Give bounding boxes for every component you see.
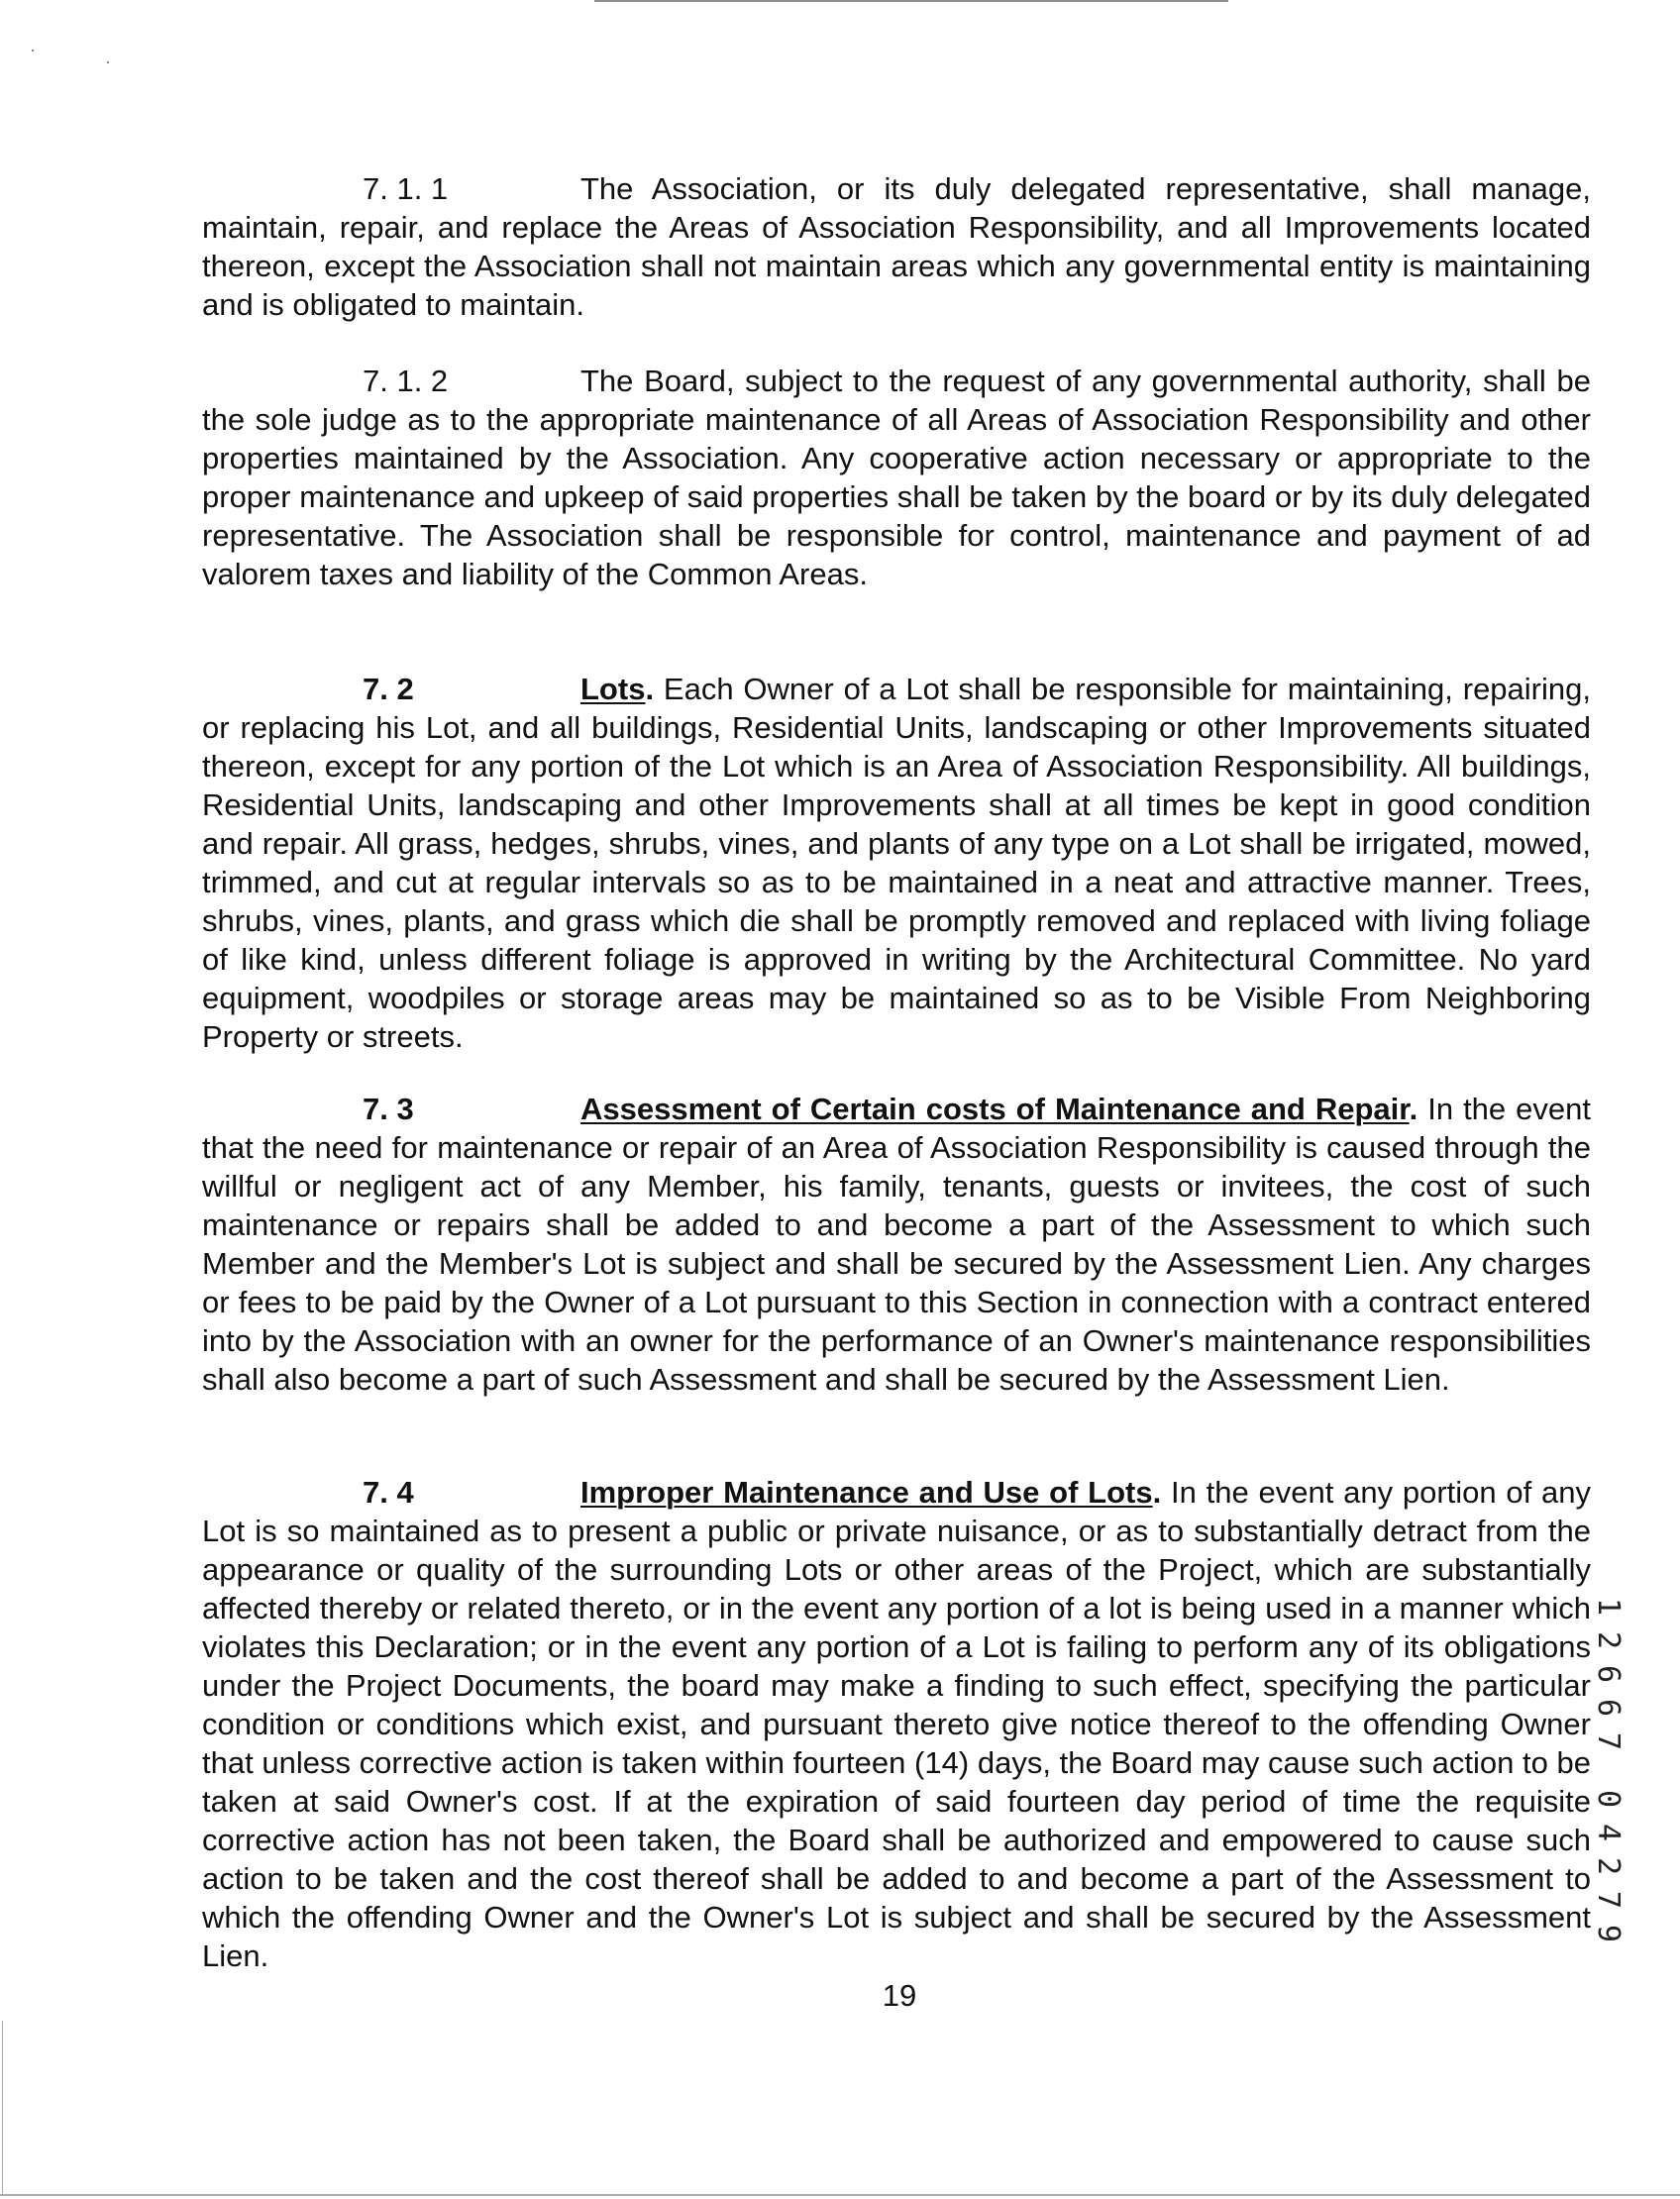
stamp-digit: 1 — [1591, 1597, 1626, 1617]
stamp-digit: 2 — [1591, 1856, 1626, 1876]
section-heading: Assessment of Certain costs of Maintenance and Repair — [580, 1092, 1410, 1126]
section-7-2: 7. 2 Lots. Each Owner of a Lot shall be responsible for maintaining, repairing, or replacing his Lot, and all buildings, Residential Units, landscaping or other Improvements situated thereon, except for any portion of the Lot which is an Area of Association Responsibility. All buildings, Residential Units, landscaping and other Improvements shall at all times be kept in good condition and repair. All grass, hedges, shrubs, vines, and plants of any type on a Lot shall be irrigated, mowed, trimmed, and cut at regular intervals so as to be maintained in a neat and attractive manner. Trees, shrubs, vines, plants, and grass which die shall be promptly removed and replaced with living foliage of like kind, unless different foliage is approved in writing by the Architectural Committee. No yard equipment, woodpiles or storage areas may be maintained so as to be Visible From Neighboring Property or streets. — [202, 672, 1591, 1054]
scan-edge-left — [2, 2021, 3, 2194]
section-number: 7. 1. 1 — [363, 171, 449, 206]
section-7-1-2 — [202, 362, 1591, 593]
scan-speck — [32, 50, 34, 52]
section-number: 7. 4 — [363, 1475, 414, 1510]
section-7-4: 7. 4 Improper Maintenance and Use of Lots. In the event any portion of any Lot is so maintained as to present a public or private nuisance, or as to substantially detract from the appearance or quality of the surrounding Lots or other areas of the Project, which are substantially affected thereby or related thereto, or in the event any portion of a lot is being used in a manner which violates this Declaration; or in the event any portion of a Lot is failing to perform any of its obligations under the Project Documents, the board may make a finding to such effect, specifying the particular condition or conditions which exist, and pursuant thereto give notice thereof to the offending Owner that unless corrective action is taken within fourteen (14) days, the Board may cause such action to be taken at said Owner's cost. If at the expiration of said fourteen day period of time the requisite corrective action has not been taken, the Board shall be authorized and empowered to cause such action to be taken and the cost thereof shall be added to and become a part of the Assessment to which the offending Owner and the Owner's Lot is subject and shall be secured by the Assessment Lien. — [202, 1475, 1591, 1973]
stamp-digit: 6 — [1591, 1698, 1626, 1718]
section-text: The Association, or its duly delegated representative, shall manage, maintain, repair, and replace the Areas of Association Responsibility, and all Improvements located thereon, except the Association shall not maintain areas which any governmental entity is maintaining and is obligated to maintain. — [202, 171, 1591, 322]
stamp-digit: 7 — [1591, 1890, 1626, 1910]
section-7-1-1 — [202, 169, 1591, 324]
section-number: 7. 3 — [363, 1092, 414, 1126]
section-heading: Improper Maintenance and Use of Lots — [580, 1475, 1153, 1510]
stamp-digit: 2 — [1591, 1630, 1626, 1650]
section-text: Each Owner of a Lot shall be responsible for maintaining, repairing, or replacing his Lot, and all buildings, Residential Units, landscaping or other Improvements situated thereon, except for any portion of the Lot which is an Area of Association Responsibility. All buildings, Residential Units, landscaping and other Improvements shall at all times be kept in good condition and repair. All grass, hedges, shrubs, vines, and plants of any type on a Lot shall be irrigated, mowed, trimmed, and cut at regular intervals so as to be maintained in a neat and attractive manner. Trees, shrubs, vines, plants, and grass which die shall be promptly removed and replaced with living foliage of like kind, unless different foliage is approved in writing by the Architectural Committee. No yard equipment, woodpiles or storage areas may be maintained so as to be Visible From Neighboring Property or streets. — [202, 672, 1591, 1054]
scan-edge-top — [594, 0, 1228, 2]
scan-edge-bottom — [0, 2194, 1680, 2196]
stamp-digit: 6 — [1591, 1664, 1626, 1684]
section-heading: Lots — [580, 672, 646, 706]
section-number: 7. 1. 2 — [363, 364, 449, 398]
section-text: In the event that the need for maintenance or repair of an Area of Association Responsibility is caused through the willful or negligent act of any Member, his family, tenants, guests or invitees, the cost of such maintenance or repairs shall be added to and become a part of the Assessment to which such Member and the Member's Lot is subject and shall be secured by the Assessment Lien. Any charges or fees to be paid by the Owner of a Lot pursuant to this Section in connection with a contract entered into by the Association with an owner for the performance of an Owner's maintenance responsibilities shall also become a part of such Assessment and shall be secured by the Assessment Lien. — [202, 1092, 1591, 1397]
section-number: 7. 2 — [363, 672, 414, 706]
stamp-digit: 9 — [1591, 1924, 1626, 1943]
recording-stamp — [1591, 1590, 1625, 1950]
stamp-digit: 0 — [1591, 1789, 1626, 1809]
stamp-digit: 4 — [1591, 1823, 1626, 1842]
section-7-3: 7. 3 Assessment of Certain costs of Maintenance and Repair. In the event that the need for maintenance or repair of an Area of Association Responsibility is caused through the willful or negligent act of any Member, his family, tenants, guests or invitees, the cost of such maintenance or repairs shall be added to and become a part of the Assessment to which such Member and the Member's Lot is subject and shall be secured by the Assessment Lien. Any charges or fees to be paid by the Owner of a Lot pursuant to this Section in connection with a contract entered into by the Association with an owner for the performance of an Owner's maintenance responsibilities shall also become a part of such Assessment and shall be secured by the Assessment Lien. — [202, 1092, 1591, 1397]
section-text: The Board, subject to the request of any governmental authority, shall be the sole judge as to the appropriate maintenance of all Areas of Association Responsibility and other properties maintained by the Association. Any cooperative action necessary or appropriate to the proper maintenance and upkeep of said properties shall be taken by the board or by its duly delegated representative. The Association shall be responsible for control, maintenance and payment of ad valorem taxes and liability of the Common Areas. — [202, 364, 1591, 591]
page-number: 19 — [882, 1978, 917, 2013]
section-text: In the event any portion of any Lot is so maintained as to present a public or private nuisance, or as to substantially detract from the appearance or quality of the surrounding Lots or other areas of the Project, which are substantially affected thereby or related thereto, or in the event any portion of a lot is being used in a manner which violates this Declaration; or in the event any portion of a Lot is failing to perform any of its obligations under the Project Documents, the board may make a finding to such effect, specifying the particular condition or conditions which exist, and pursuant thereto give notice thereof to the offending Owner that unless corrective action is taken within fourteen (14) days, the Board may cause such action to be taken at said Owner's cost. If at the expiration of said fourteen day period of time the requisite corrective action has not been taken, the Board shall be authorized and empowered to cause such action to be taken and the cost thereof shall be added to and become a part of the Assessment to which the offending Owner and the Owner's Lot is subject and shall be secured by the Assessment Lien. — [202, 1475, 1591, 1973]
stamp-digit: 7 — [1591, 1731, 1626, 1751]
scan-speck — [107, 61, 109, 63]
